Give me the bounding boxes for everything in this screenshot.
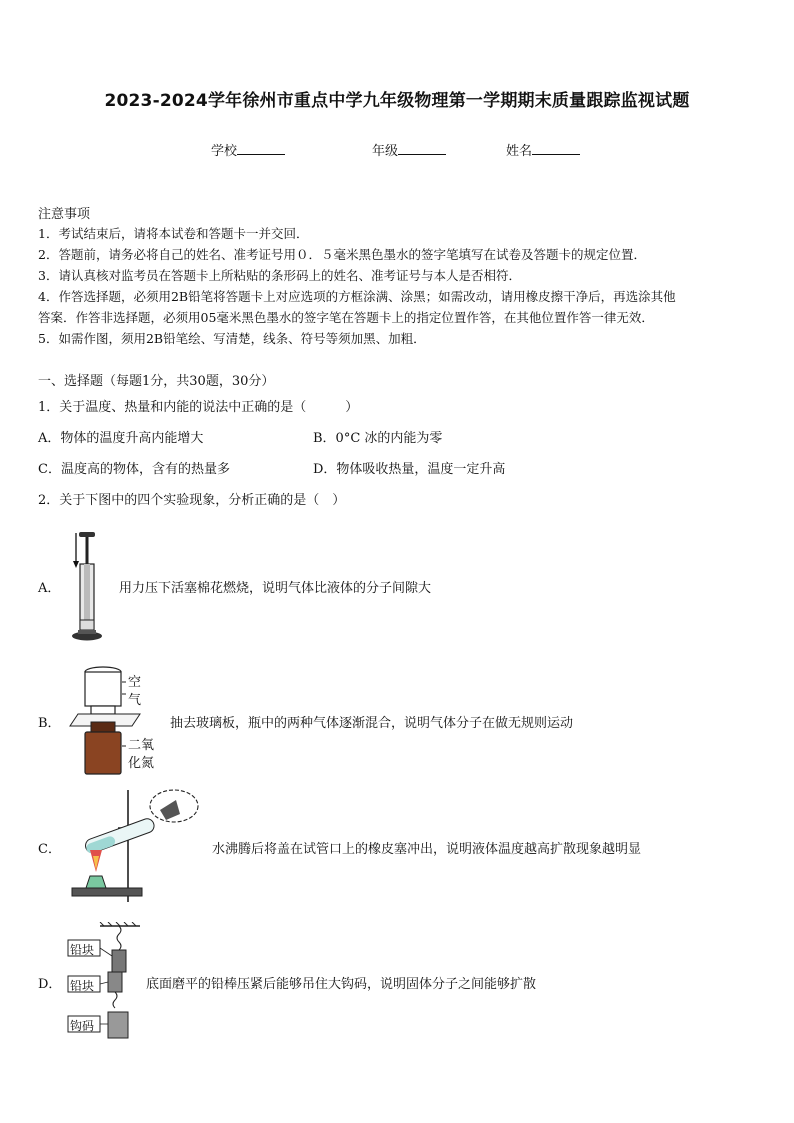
q2-option-a-letter: A．: [38, 581, 61, 596]
notes-item: 答案．作答非选择题，必须用05毫米黑色墨水的签字笔在答题卡上的指定位置作答，在其他位置作答一律无效．: [38, 310, 654, 325]
q2-option-c-letter: C．: [38, 842, 61, 857]
school-blank: [237, 142, 285, 155]
label-no2-2: 化氮: [128, 756, 155, 771]
label-lead-1: 铅块: [70, 943, 95, 957]
label-weight: 钩码: [70, 1019, 95, 1033]
q2-option-b-letter: B．: [38, 716, 61, 731]
test-tube-heating-figure: [62, 784, 202, 908]
question-1-stem: 1．关于温度、热量和内能的说法中正确的是（ ）: [38, 400, 359, 415]
notes-item: 1．考试结束后，请将本试卷和答题卡一并交回．: [38, 226, 309, 241]
school-label: 学校: [211, 144, 238, 159]
grade-field: [372, 140, 446, 159]
notes-item: 2．答题前，请务必将自己的姓名、准考证号用０．５毫米黑色墨水的签字笔填写在试卷及答题卡的规定位置．: [38, 247, 646, 262]
fire-syringe-figure: [64, 528, 112, 644]
page-title: 2023-2024学年徐州市重点中学九年级物理第一学期期末质量跟踪监视试题: [104, 91, 690, 111]
label-air-1: 空: [128, 675, 142, 690]
q2-option-d-letter: D．: [38, 977, 62, 992]
q1-option-a: A．物体的温度升高内能增大: [38, 431, 204, 446]
grade-label: 年级: [372, 144, 399, 159]
q2-option-d-text: 底面磨平的铅棒压紧后能够吊住大钩码，说明固体分子之间能够扩散: [146, 977, 537, 992]
notes-item: 4．作答选择题，必须用2B铅笔将答题卡上对应选项的方框涂满、涂黑；如需改动，请用橡皮擦干净后，再选涂其他: [38, 289, 676, 304]
notes-item: 5．如需作图，须用2B铅笔绘、写清楚，线条、符号等须加黑、加粗．: [38, 331, 426, 346]
name-field: [506, 140, 580, 159]
q2-option-c-text: 水沸腾后将盖在试管口上的橡皮塞冲出，说明液体温度越高扩散现象越明显: [212, 842, 642, 857]
section-heading: 一、选择题（每题1分，共30题，30分）: [38, 374, 275, 389]
q2-option-b-text: 抽去玻璃板，瓶中的两种气体逐渐混合，说明气体分子在做无规则运动: [170, 716, 574, 731]
label-lead-2: 铅块: [70, 979, 95, 993]
name-blank: [532, 142, 580, 155]
label-air-2: 气: [128, 693, 142, 708]
notes-heading: 注意事项: [38, 207, 91, 222]
q1-option-c: C．温度高的物体，含有的热量多: [38, 462, 230, 477]
q1-option-b: B．0°C 冰的内能为零: [313, 431, 443, 446]
label-no2-1: 二氧: [128, 738, 155, 753]
q2-option-a-text: 用力压下活塞棉花燃烧，说明气体比液体的分子间隙大: [119, 581, 432, 596]
name-label: 姓名: [506, 144, 533, 159]
grade-blank: [398, 142, 446, 155]
q1-option-d: D．物体吸收热量，温度一定升高: [313, 462, 506, 477]
school-field: [211, 140, 285, 159]
question-2-stem: 2．关于下图中的四个实验现象，分析正确的是（ ）: [38, 493, 346, 508]
notes-item: 3．请认真核对监考员在答题卡上所粘贴的条形码上的姓名、准考证号与本人是否相符．: [38, 268, 521, 283]
